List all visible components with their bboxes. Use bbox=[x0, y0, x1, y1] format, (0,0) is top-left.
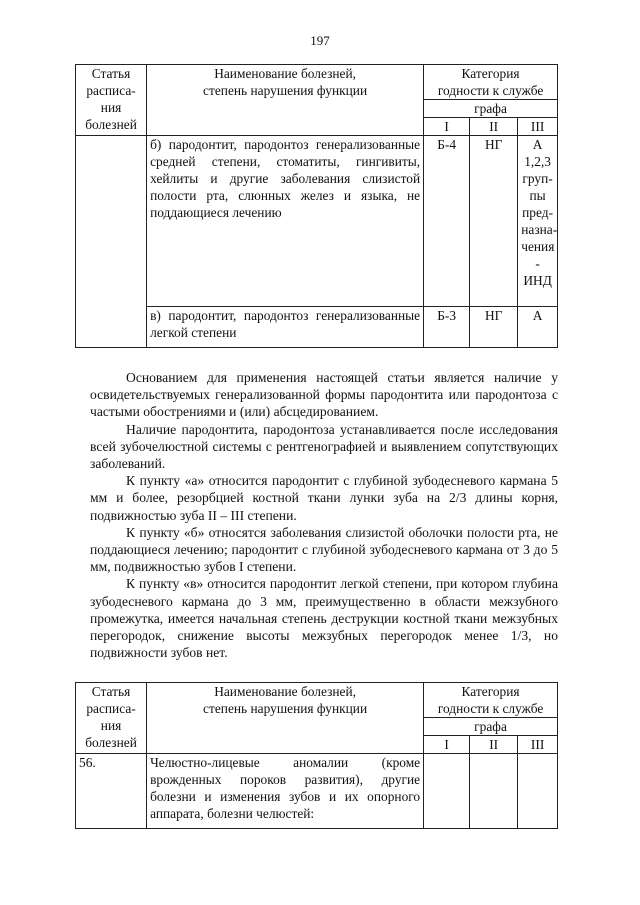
grafa-3-line: чения bbox=[521, 239, 555, 254]
header-article-line: ния bbox=[100, 100, 122, 115]
row-article: 56. bbox=[76, 754, 147, 829]
row-grafa-2: НГ bbox=[470, 307, 518, 348]
header-col-1: I bbox=[424, 736, 470, 754]
paragraph: К пункту «б» относятся заболевания слизистой оболочки полости рта, не поддающиеся лечению; пародонтит с глубиной зубодесневого кармана от 3 до 5 мм, подвижностью зубов I степени. bbox=[90, 524, 558, 575]
table-row bbox=[76, 307, 558, 348]
grafa-3-line: пы bbox=[529, 188, 546, 203]
disease-schedule-table-1 bbox=[75, 64, 558, 348]
header-category-line: Категория bbox=[461, 684, 520, 699]
header-col-2: II bbox=[470, 736, 518, 754]
row-grafa-2: НГ bbox=[470, 136, 518, 307]
header-name bbox=[147, 65, 424, 136]
header-category-line: Категория bbox=[461, 66, 520, 81]
header-col-1: I bbox=[424, 118, 470, 136]
paragraph: К пункту «а» относится пародонтит с глубиной зубодесневого кармана 5 мм и более, резорбцией костной ткани лунки зуба на 2/3 длины корня, подвижностью зуба II – III степени. bbox=[90, 473, 558, 523]
paragraph: Основанием для применения настоящей статьи является наличие у освидетельствуемых генерализованной формы пародонтита или пародонтоза с частыми обострениями и (или) абсцедированием. bbox=[90, 370, 558, 420]
grafa-3-line: назна- bbox=[521, 222, 558, 237]
row-description: в) пародонтит, пародонтоз генерализованные легкой степени bbox=[147, 307, 424, 348]
header-name-line: Наименование болезней, bbox=[214, 684, 356, 699]
header-category-line: годности к службе bbox=[437, 83, 544, 98]
grafa-3-line: ИНД bbox=[523, 273, 552, 288]
header-article bbox=[76, 65, 147, 136]
table-header-row bbox=[76, 683, 558, 718]
header-name-line: Наименование болезней, bbox=[214, 66, 356, 81]
row-grafa-3 bbox=[518, 136, 558, 307]
row-grafa-1: Б-3 bbox=[424, 307, 470, 348]
header-grafa: графа bbox=[424, 100, 558, 118]
paragraph: Наличие пародонтита, пародонтоза устанавливается после исследования всей зубочелюстной системы с рентгенографией и выявлением сопутствующих заболеваний. bbox=[90, 421, 558, 472]
row-article bbox=[76, 136, 147, 348]
header-name-line: степень нарушения функции bbox=[203, 83, 368, 98]
row-description: б) пародонтит, пародонтоз генерализованные средней степени, стоматиты, гингивиты, хейлиты и другие заболевания слизистой полости рта, слюнных желез и языка, не поддающиеся лечению bbox=[147, 136, 424, 307]
row-grafa-3: А bbox=[518, 307, 558, 348]
paragraph: К пункту «в» относится пародонтит легкой степени, при котором глубина зубодесневого кармана до 3 мм, преимущественно в области межзубного промежутка, имеется начальная степень деструкции костной ткани межзубных перегородок, снижение высоты межзубных перегородок менее 1/3, но подвижности зубов нет. bbox=[90, 576, 558, 661]
header-article-line: ния bbox=[100, 718, 122, 733]
header-category bbox=[424, 65, 558, 100]
header-article-line: болезней bbox=[85, 735, 137, 750]
grafa-3-line: груп- bbox=[522, 171, 553, 186]
table-header-row bbox=[76, 65, 558, 100]
header-col-2: II bbox=[470, 118, 518, 136]
row-grafa-1 bbox=[424, 754, 470, 829]
header-col-3: III bbox=[518, 118, 558, 136]
header-grafa: графа bbox=[424, 718, 558, 736]
grafa-3-line: А bbox=[532, 137, 543, 152]
disease-schedule-table-2 bbox=[75, 682, 558, 829]
table-row bbox=[76, 754, 558, 829]
grafa-3-line: 1,2,3 bbox=[524, 154, 551, 169]
explanatory-text bbox=[90, 369, 558, 661]
header-article-line: расписа- bbox=[86, 83, 136, 98]
header-article bbox=[76, 683, 147, 754]
header-name-line: степень нарушения функции bbox=[203, 701, 368, 716]
grafa-3-line: пред- bbox=[522, 205, 554, 220]
header-article-line: Статья bbox=[91, 684, 131, 699]
header-category bbox=[424, 683, 558, 718]
table-row bbox=[76, 136, 558, 307]
grafa-3-line: - bbox=[535, 256, 540, 271]
row-grafa-1: Б-4 bbox=[424, 136, 470, 307]
row-description: Челюстно-лицевые аномалии (кроме врожденных пороков развития), другие болезни и изменения зубов и их опорного аппарата, болезни челюстей: bbox=[147, 754, 424, 829]
header-name bbox=[147, 683, 424, 754]
page-number: 197 bbox=[310, 33, 330, 48]
header-col-3: III bbox=[518, 736, 558, 754]
row-grafa-3 bbox=[518, 754, 558, 829]
header-category-line: годности к службе bbox=[437, 701, 544, 716]
header-article-line: Статья bbox=[91, 66, 131, 81]
header-article-line: расписа- bbox=[86, 701, 136, 716]
row-grafa-2 bbox=[470, 754, 518, 829]
header-article-line: болезней bbox=[85, 117, 137, 132]
